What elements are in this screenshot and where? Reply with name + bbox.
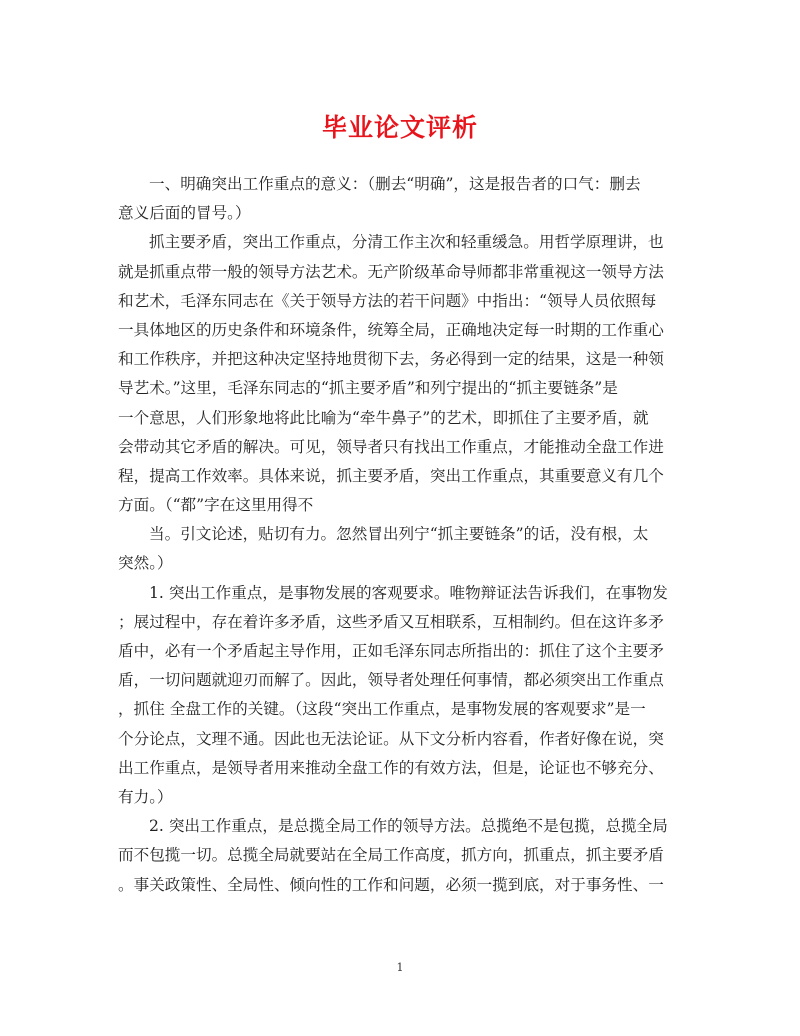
text-line: 有力。） bbox=[118, 787, 173, 806]
paragraph bbox=[118, 228, 684, 520]
text-line: 程，提高工作效率。具体来说，抓主要矛盾，突出工作重点，其重要意义有几个 bbox=[118, 466, 664, 485]
paragraph bbox=[118, 579, 684, 813]
document-title: 毕业论文评析 bbox=[321, 113, 478, 142]
text-line: 2. 突出工作重点，是总揽全局工作的领导方法。总揽绝不是包揽，总揽全局 bbox=[149, 817, 668, 836]
text-line: 和艺术，毛泽东同志在《关于领导方法的若干问题》中指出：“领导人员依照每 bbox=[118, 291, 657, 310]
text-line: 和工作秩序，并把这种决定坚持地贯彻下去，务必得到一定的结果，这是一种领 bbox=[118, 350, 664, 369]
text-line: 突然。） bbox=[118, 554, 173, 573]
text-line: 盾中，必有一个矛盾起主导作用，正如毛泽东同志所指出的：抓住了这个主要矛 bbox=[118, 642, 664, 660]
text-line: ；展过程中，存在着许多矛盾，这些矛盾又互相联系，互相制约。但在这许多矛 bbox=[118, 612, 664, 631]
text-line: 导艺术。”这里，毛泽东同志的“抓主要矛盾”和列宁提出的“抓主要链条”是 bbox=[118, 379, 618, 398]
text-line: ，抓住 全盘工作的关键。（这段“突出工作重点，是事物发展的客观要求”是一 bbox=[118, 700, 646, 719]
page-number: 1 bbox=[396, 961, 404, 974]
text-line: 出工作重点，是领导者用来推动全盘工作的有效方法，但是，论证也不够充分、 bbox=[118, 758, 664, 777]
paragraph bbox=[118, 812, 684, 900]
document-body bbox=[118, 170, 684, 900]
text-line: 会带动其它矛盾的解决。可见，领导者只有找出工作重点，才能推动全盘工作进 bbox=[118, 437, 664, 456]
text-line: 。事关政策性、全局性、倾向性的工作和问题，必须一揽到底，对于事务性、一 bbox=[118, 875, 664, 894]
text-line: 一具体地区的历史条件和环境条件，统筹全局，正确地决定每一时期的工作重心 bbox=[118, 320, 664, 339]
paragraph bbox=[118, 520, 684, 578]
text-line: 方面。（“都”字在这里用得不 bbox=[118, 496, 314, 515]
text-line: 一、明确突出工作重点的意义：（删去“明确”，这是报告者的口气：删去 bbox=[149, 175, 641, 193]
text-line: 意义后面的冒号。） bbox=[118, 204, 251, 223]
text-line: 1. 突出工作重点，是事物发展的客观要求。唯物辩证法告诉我们，在事物发 bbox=[149, 583, 668, 602]
text-line: 个分论点，文理不通。因此也无法论证。从下文分析内容看，作者好像在说，突 bbox=[118, 729, 664, 748]
text-line: 一个意思，人们形象地将此比喻为“牵牛鼻子”的艺术，即抓住了主要矛盾，就 bbox=[118, 408, 649, 427]
text-line: 而不包揽一切。总揽全局就要站在全局工作高度，抓方向，抓重点，抓主要矛盾 bbox=[118, 846, 664, 865]
text-line: 就是抓重点带一般的领导方法艺术。无产阶级革命导师都非常重视这一领导方法 bbox=[118, 262, 664, 281]
paragraph bbox=[118, 170, 684, 228]
text-line: 当。引文论述，贴切有力。忽然冒出列宁“抓主要链条”的话，没有根，太 bbox=[149, 525, 649, 544]
text-line: 盾，一切问题就迎刃而解了。因此，领导者处理任何事情，都必须突出工作重点 bbox=[118, 671, 664, 690]
text-line: 抓主要矛盾，突出工作重点，分清工作主次和轻重缓急。用哲学原理讲，也 bbox=[149, 233, 664, 252]
